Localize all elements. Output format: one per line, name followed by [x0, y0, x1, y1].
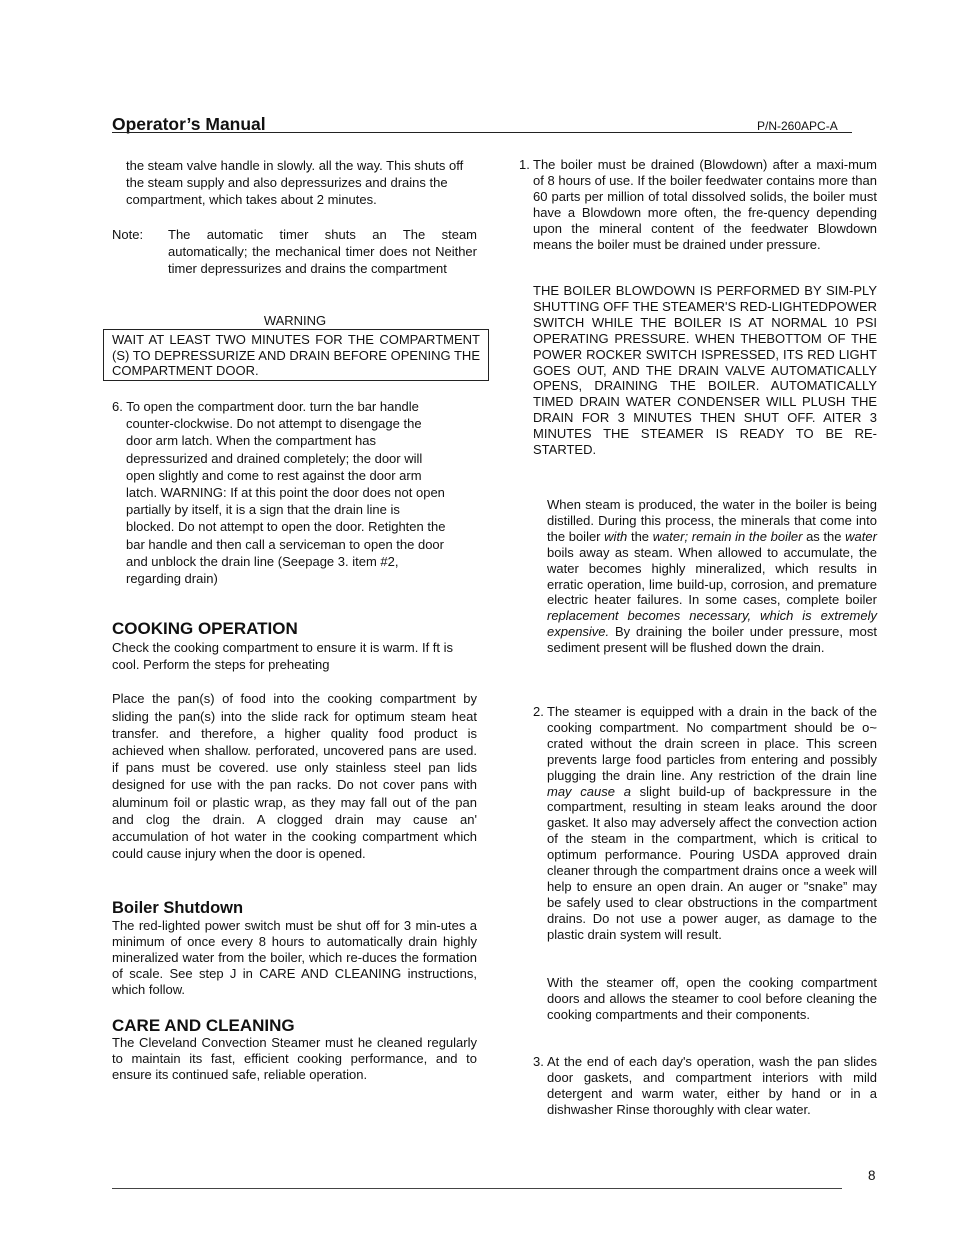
- steamer-off-paragraph: With the steamer off, open the cooking compartment doors and allows the steamer to cool before cleaning the cooking compartments and their components.: [547, 975, 877, 1022]
- header-rule: [112, 132, 852, 133]
- steam-text: as the: [806, 528, 842, 544]
- care-heading: CARE AND CLEANING: [112, 1016, 295, 1035]
- steam-text-italic: replacement becomes necessary, which is extremely expensive.: [547, 608, 877, 640]
- item-2-text-part: slight build-up of backpressure in the compartment, resulting in steam leaks around the door gasket. It also may adversely affect the convection action of the steam in the compartment, which is critical to optimum performance. Pouring USDA approved drain cleaner through the compartment drains once a week will help to ensure an open drain. An auger or "snake” may be safely used to clear obstructions in the compartment drains. Do not use a power auger, as damage to the plastic drain system will result.: [547, 783, 877, 942]
- step-6-line: counter-clockwise. Do not attempt to disengage the: [126, 416, 422, 432]
- step-6: [112, 398, 492, 587]
- steam-text: When steam is produced, the water in the boiler is being distilled. During this process, the minerals that come into the boiler: [547, 497, 877, 544]
- step-6-line: depressurized and drained completely; the door will: [126, 450, 423, 466]
- item-3-text: At the end of each day's operation, wash the pan slides door gaskets, and compartment interiors with mild detergent and warm water, either by hand or in a dishwasher Rinse thoroughly with clear water.: [547, 1054, 877, 1117]
- care-section: [112, 1035, 477, 1083]
- step-6-line: blocked. Do not attempt to open the door. Retighten the: [126, 519, 446, 535]
- steam-paragraph: [547, 497, 877, 656]
- item-1-number: 1.: [519, 157, 530, 172]
- steam-text-italic: water: [845, 528, 877, 544]
- item-3-number: 3.: [533, 1054, 544, 1069]
- cooking-section: [112, 639, 477, 862]
- steam-text: boils away as steam. When allowed to accumulate, the water becomes highly mineralized, which results in erratic operation, lime build-up, corrosion, and premature electric heater failures. In some cases, complete boiler: [547, 544, 877, 608]
- note-text: The automatic timer shuts an The steam automatically; the mechanical timer does not Neither timer depressurizes and drains the compartment: [168, 227, 477, 276]
- step-6-line: open slightly and come to rest against the door arm: [126, 467, 422, 483]
- step-6-line: door arm latch. When the compartment has: [126, 433, 377, 449]
- cooking-paragraph-1: Check the cooking compartment to ensure it is warm. If ft is cool. Perform the steps for preheating: [112, 640, 454, 673]
- note-label: Note:: [112, 227, 144, 242]
- step-6-line: 6. To open the compartment door. turn the bar handle: [112, 399, 419, 414]
- blowdown-caps-paragraph: THE BOILER BLOWDOWN IS PERFORMED BY SIM-PLY SHUTTING OFF THE STEAMER'S RED-LIGHTEDPOWER SWITCH WHILE THE BOILER IS AT NORMAL 10 PSI OPERATING PRESSURE. WHEN THEBOTTOM OF THE POWER ROCKER SWITCH ISPRESSED, ITS RED LIGHT GOES OUT, AND THE DRAIN VALVE AUTOMATICALLY OPENS, DRAINING THE BOILER. AUTOMATICALLY TIMED DRAIN WATER CONDENSER WILL PLUSH THE DRAIN FOR 3 MINUTES THEN SHUT OFF. AITER 3 MINUTES THE STEAMER IS READY TO BE RE-STARTED.: [533, 283, 877, 458]
- warning-box: [103, 329, 489, 381]
- boiler-heading: Boiler Shutdown: [112, 899, 244, 917]
- boiler-paragraph: The red-lighted power switch must be shut off for 3 min-utes a minimum of once every 8 hours to automatically drain highly mineralized water from the boiler, which re-duces the formation of scale. See step J in CARE AND CLEANING instructions, which follow.: [112, 918, 477, 997]
- warning-title: WARNING: [263, 313, 327, 328]
- steam-text-italic: water; remain in the boiler: [652, 528, 803, 544]
- page-number: 8: [868, 1168, 876, 1183]
- care-paragraph: The Cleveland Convection Steamer must he cleaned regularly to maintain its fast, efficient cooking performance, and to ensure its continued safe, reliable operation.: [112, 1035, 477, 1082]
- boiler-section: [112, 918, 477, 998]
- step-6-line: regarding drain): [126, 571, 218, 587]
- intro-text: the steam valve handle in slowly. all the way. This shuts off the steam supply and also depressurizes and drains the compartment, which takes about 2 minutes.: [126, 158, 464, 208]
- manual-title: Operator’s Manual: [112, 114, 266, 134]
- part-number: P/N-260APC-A: [757, 119, 838, 133]
- footer-rule: [112, 1188, 842, 1189]
- steam-text-italic: with: [604, 528, 628, 544]
- step-6-line: and unblock the drain line (Seepage 3. item #2,: [126, 553, 399, 569]
- item-1-text: The boiler must be drained (Blowdown) after a maxi-mum of 8 hours of use. If the boiler feedwater contains more than 60 parts per million of total dissolved solids, the boiler must have a Blowdown more often, the fre-quency depending upon the mineral content of the feedwater Blowdown means the boiler must be drained under pressure.: [533, 157, 877, 252]
- item-2-text: [547, 704, 877, 943]
- steam-text: By draining the boiler under pressure, most sediment present will be flushed down the drain.: [547, 624, 877, 656]
- cooking-heading: COOKING OPERATION: [112, 619, 298, 638]
- steam-text: the: [630, 528, 650, 544]
- intro-paragraph: [126, 157, 478, 209]
- cooking-paragraph-2: Place the pan(s) of food into the cooking compartment by sliding the pan(s) into the slide rack for optimum steam heat transfer. and therefore, a higher quality food product is achieved when shallow. perforated, uncovered pans are used. if pans must be covered. use only stainless steel pan lids designed for use with the pan racks. Do not cover pans with aluminum foil or plastic wrap, as they may fall out of the pan and clog the drain. A clogged drain may cause an' accumulation of hot water in the cooking compartment which could cause injury when the door is opened.: [112, 691, 477, 862]
- item-2-number: 2.: [533, 704, 544, 719]
- warning-text: WAIT AT LEAST TWO MINUTES FOR THE COMPARTMENT (S) TO DEPRESSURIZE AND DRAIN BEFORE OPENING THE COMPARTMENT DOOR.: [112, 332, 480, 378]
- step-6-line: bar handle and then call a serviceman to open the door: [126, 536, 444, 552]
- step-6-line: latch. WARNING: If at this point the door does not open: [126, 485, 445, 501]
- step-6-line: partially by itself, it is a sign that the drain line is: [126, 502, 400, 518]
- item-2-text-part: The steamer is equipped with a drain in the back of the cooking compartment. No compartment should be o~ crated without the drain screen in place. This screen prevents large food particles from entering and possibly plugging the drain line. Any restriction of the drain line: [547, 704, 877, 783]
- item-2-text-italic: may cause a: [547, 783, 631, 799]
